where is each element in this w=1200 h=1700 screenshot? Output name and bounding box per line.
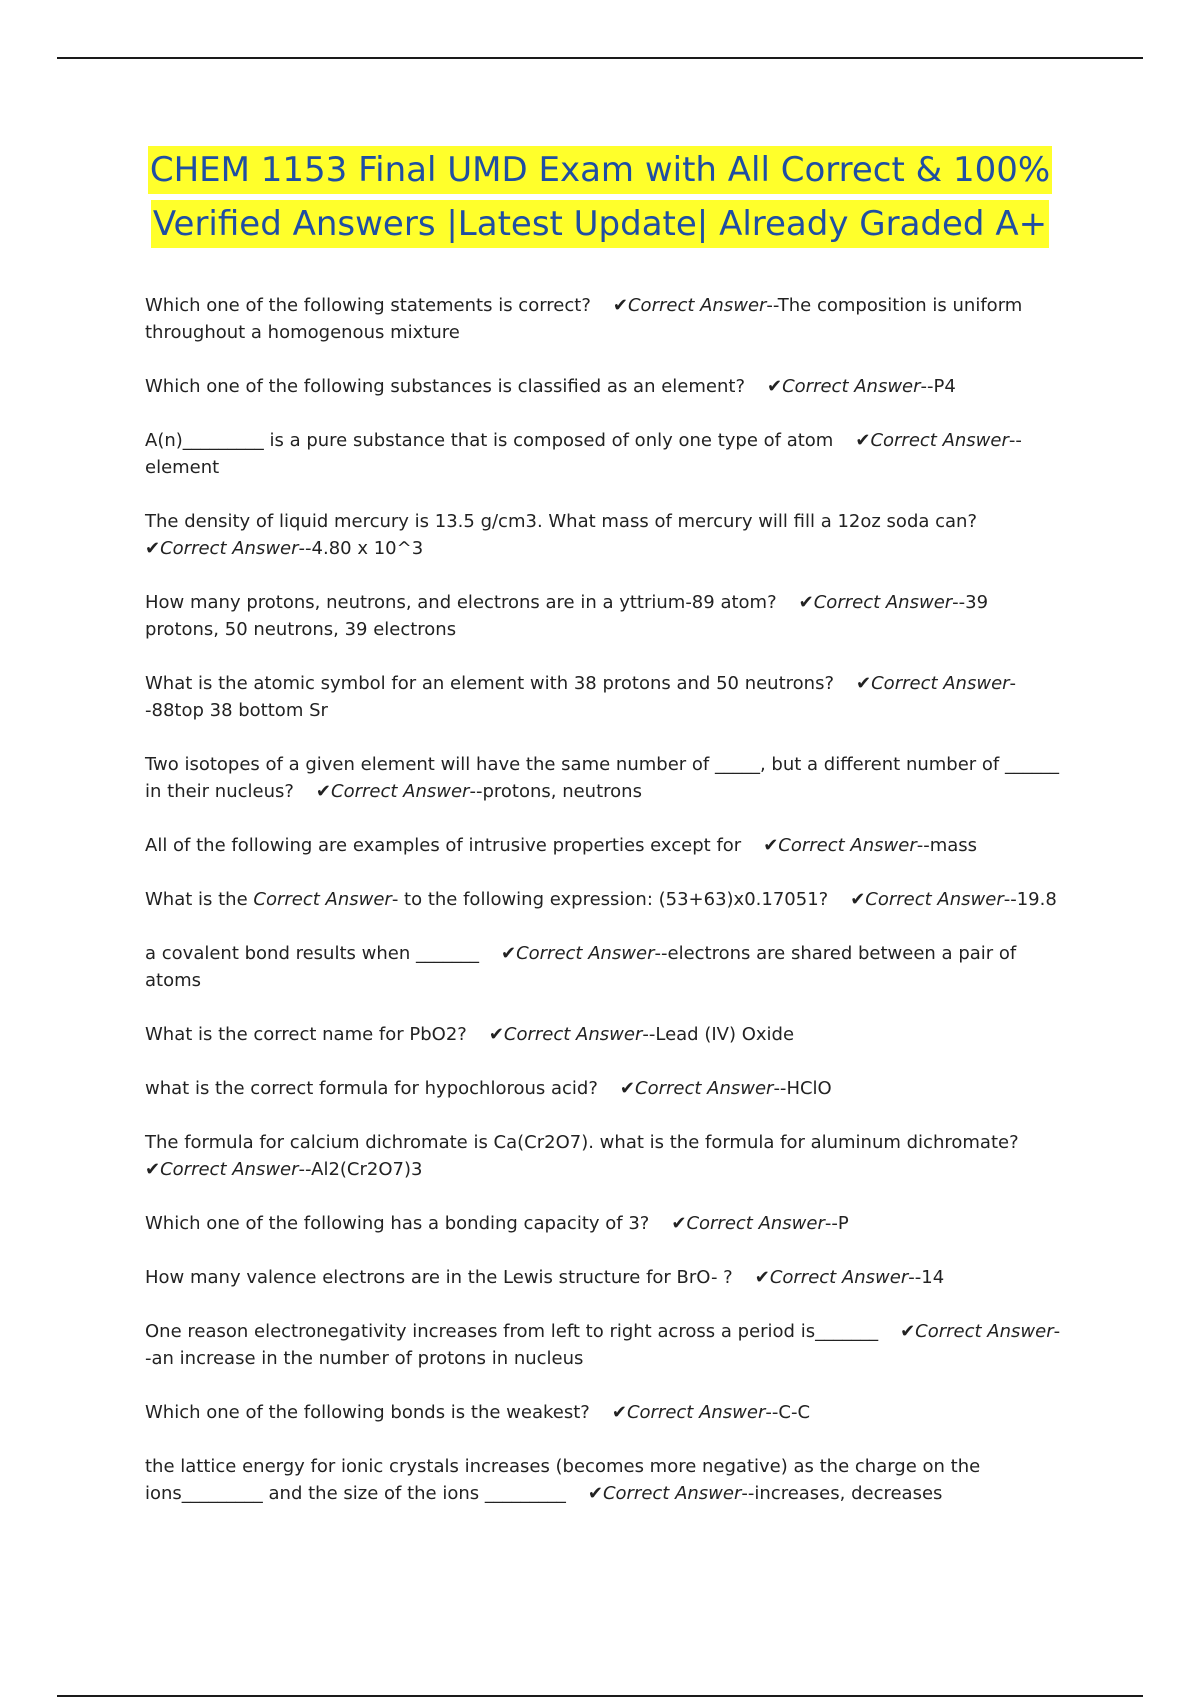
checkmark-icon: ✔ (671, 1213, 687, 1234)
question-text: The formula for calcium dichromate is Ca(Cr2O7). what is the formula for aluminum dichromate? (145, 1132, 1019, 1153)
answer-text: P4 (933, 376, 956, 397)
title-line-1: CHEM 1153 Final UMD Exam with All Correct & 100% (148, 146, 1052, 194)
checkmark-icon: ✔ (145, 1159, 161, 1180)
bottom-rule (57, 1695, 1143, 1697)
checkmark-icon: ✔ (754, 1267, 770, 1288)
answer-label: Correct Answer (160, 538, 299, 559)
answer-text: protons, neutrons (482, 781, 642, 802)
answer-label: Correct Answer (915, 1321, 1054, 1342)
answer-text: 19.8 (1016, 889, 1057, 910)
question-text: How many protons, neutrons, and electrons are in a yttrium-89 atom? (145, 592, 777, 613)
answer-text: electrons are shared between a pair of atoms (145, 943, 1017, 991)
question-answer-list (145, 292, 1065, 1534)
answer-label: Correct Answer (626, 1402, 766, 1423)
question-text: One reason electronegativity increases from left to right across a period is_______ (145, 1321, 879, 1342)
answer-text: increases, decreases (754, 1483, 943, 1504)
question-answer-item (145, 589, 1065, 643)
answer-text: The composition is uniform throughout a homogenous mixture (145, 295, 1023, 343)
question-answer-item (145, 1129, 1065, 1183)
answer-separator: -- (469, 781, 483, 802)
answer-separator: -- (824, 1213, 838, 1234)
question-answer-item (145, 886, 1065, 913)
answer-text: an increase in the number of protons in nucleus (151, 1348, 584, 1369)
question-answer-item (145, 373, 1065, 400)
question-text: What is the correct name for PbO2? (145, 1024, 467, 1045)
question-text: - to the following expression: (53+63)x0.17051? (391, 889, 829, 910)
answer-separator: -- (145, 673, 1017, 721)
answer-separator: -- (298, 1159, 312, 1180)
answer-label: Correct Answer (627, 295, 767, 316)
question-answer-item (145, 751, 1065, 805)
answer-separator: -- (773, 1078, 787, 1099)
answer-separator: -- (145, 1321, 1061, 1369)
checkmark-icon: ✔ (488, 1024, 504, 1045)
question-text-italic: Correct Answer (253, 889, 392, 910)
question-answer-item (145, 1318, 1065, 1372)
checkmark-icon: ✔ (763, 835, 779, 856)
question-answer-item (145, 1264, 1065, 1291)
checkmark-icon: ✔ (145, 538, 161, 559)
answer-separator: -- (952, 592, 966, 613)
checkmark-icon: ✔ (619, 1078, 635, 1099)
answer-separator: -- (741, 1483, 755, 1504)
answer-text: Al2(Cr2O7)3 (311, 1159, 423, 1180)
answer-text: 39 protons, 50 neutrons, 39 electrons (145, 592, 989, 640)
answer-label: Correct Answer (686, 1213, 825, 1234)
checkmark-icon: ✔ (855, 430, 871, 451)
question-text: Two isotopes of a given element will have the same number of _____, but a different number of ______ in their nucleus? (145, 754, 1059, 802)
answer-label: Correct Answer (865, 889, 1004, 910)
answer-text: C-C (778, 1402, 811, 1423)
question-answer-item (145, 670, 1065, 724)
answer-text: Lead (IV) Oxide (655, 1024, 795, 1045)
checkmark-icon: ✔ (900, 1321, 916, 1342)
question-text: Which one of the following has a bonding capacity of 3? (145, 1213, 650, 1234)
question-text: what is the correct formula for hypochlorous acid? (145, 1078, 598, 1099)
question-answer-item (145, 1399, 1065, 1426)
question-text: What is the (145, 889, 254, 910)
answer-text: mass (929, 835, 978, 856)
answer-text: HClO (786, 1078, 832, 1099)
question-text: the lattice energy for ionic crystals increases (becomes more negative) as the charge on the ions_________ and the size of the ions _________ (145, 1456, 981, 1504)
checkmark-icon: ✔ (611, 1402, 627, 1423)
answer-label: Correct Answer (635, 1078, 774, 1099)
question-text: A(n)_________ is a pure substance that is composed of only one type of atom (145, 430, 834, 451)
question-answer-item (145, 1210, 1065, 1237)
answer-label: Correct Answer (871, 673, 1010, 694)
question-answer-item (145, 427, 1065, 481)
answer-separator: -- (298, 538, 312, 559)
answer-separator: -- (765, 1402, 779, 1423)
question-answer-item (145, 508, 1065, 562)
question-text: What is the atomic symbol for an element with 38 protons and 50 neutrons? (145, 673, 835, 694)
answer-label: Correct Answer (870, 430, 1009, 451)
checkmark-icon: ✔ (856, 673, 872, 694)
answer-separator: -- (766, 295, 778, 316)
answer-label: Correct Answer (331, 781, 470, 802)
document-title (0, 146, 1200, 254)
answer-separator: -- (908, 1267, 922, 1288)
answer-label: Correct Answer (813, 592, 953, 613)
title-line-2: Verified Answers |Latest Update| Already Graded A+ (151, 200, 1049, 248)
question-answer-item (145, 832, 1065, 859)
checkmark-icon: ✔ (767, 376, 783, 397)
answer-separator: -- (1008, 430, 1022, 451)
answer-separator: -- (916, 835, 930, 856)
question-text: How many valence electrons are in the Lewis structure for BrO- ? (145, 1267, 733, 1288)
answer-label: Correct Answer (602, 1483, 742, 1504)
top-rule (57, 57, 1143, 59)
answer-separator: -- (1003, 889, 1017, 910)
checkmark-icon: ✔ (612, 295, 628, 316)
answer-label: Correct Answer (782, 376, 921, 397)
answer-separator: -- (654, 943, 668, 964)
checkmark-icon: ✔ (315, 781, 332, 802)
answer-label: Correct Answer (778, 835, 917, 856)
checkmark-icon: ✔ (798, 592, 814, 613)
answer-text: 4.80 x 10^3 (311, 538, 424, 559)
answer-text: P (837, 1213, 849, 1234)
answer-label: Correct Answer (160, 1159, 299, 1180)
question-text: Which one of the following statements is correct? (145, 295, 591, 316)
question-answer-item (145, 1021, 1065, 1048)
answer-separator: -- (642, 1024, 656, 1045)
answer-separator: -- (920, 376, 934, 397)
answer-text: 14 (921, 1267, 945, 1288)
question-text: Which one of the following bonds is the weakest? (145, 1402, 590, 1423)
answer-label: Correct Answer (516, 943, 655, 964)
answer-text: element (145, 457, 220, 478)
checkmark-icon: ✔ (587, 1483, 603, 1504)
answer-label: Correct Answer (503, 1024, 643, 1045)
question-answer-item (145, 1075, 1065, 1102)
answer-label: Correct Answer (769, 1267, 909, 1288)
question-text: Which one of the following substances is classified as an element? (145, 376, 745, 397)
checkmark-icon: ✔ (850, 889, 866, 910)
question-answer-item (145, 1453, 1065, 1507)
question-answer-item (145, 940, 1065, 994)
checkmark-icon: ✔ (500, 943, 517, 964)
question-text: a covalent bond results when _______ (145, 943, 479, 964)
question-text: All of the following are examples of intrusive properties except for (145, 835, 742, 856)
question-answer-item (145, 292, 1065, 346)
answer-text: 88top 38 bottom Sr (151, 700, 328, 721)
question-text: The density of liquid mercury is 13.5 g/cm3. What mass of mercury will fill a 12oz soda can? (145, 511, 978, 532)
